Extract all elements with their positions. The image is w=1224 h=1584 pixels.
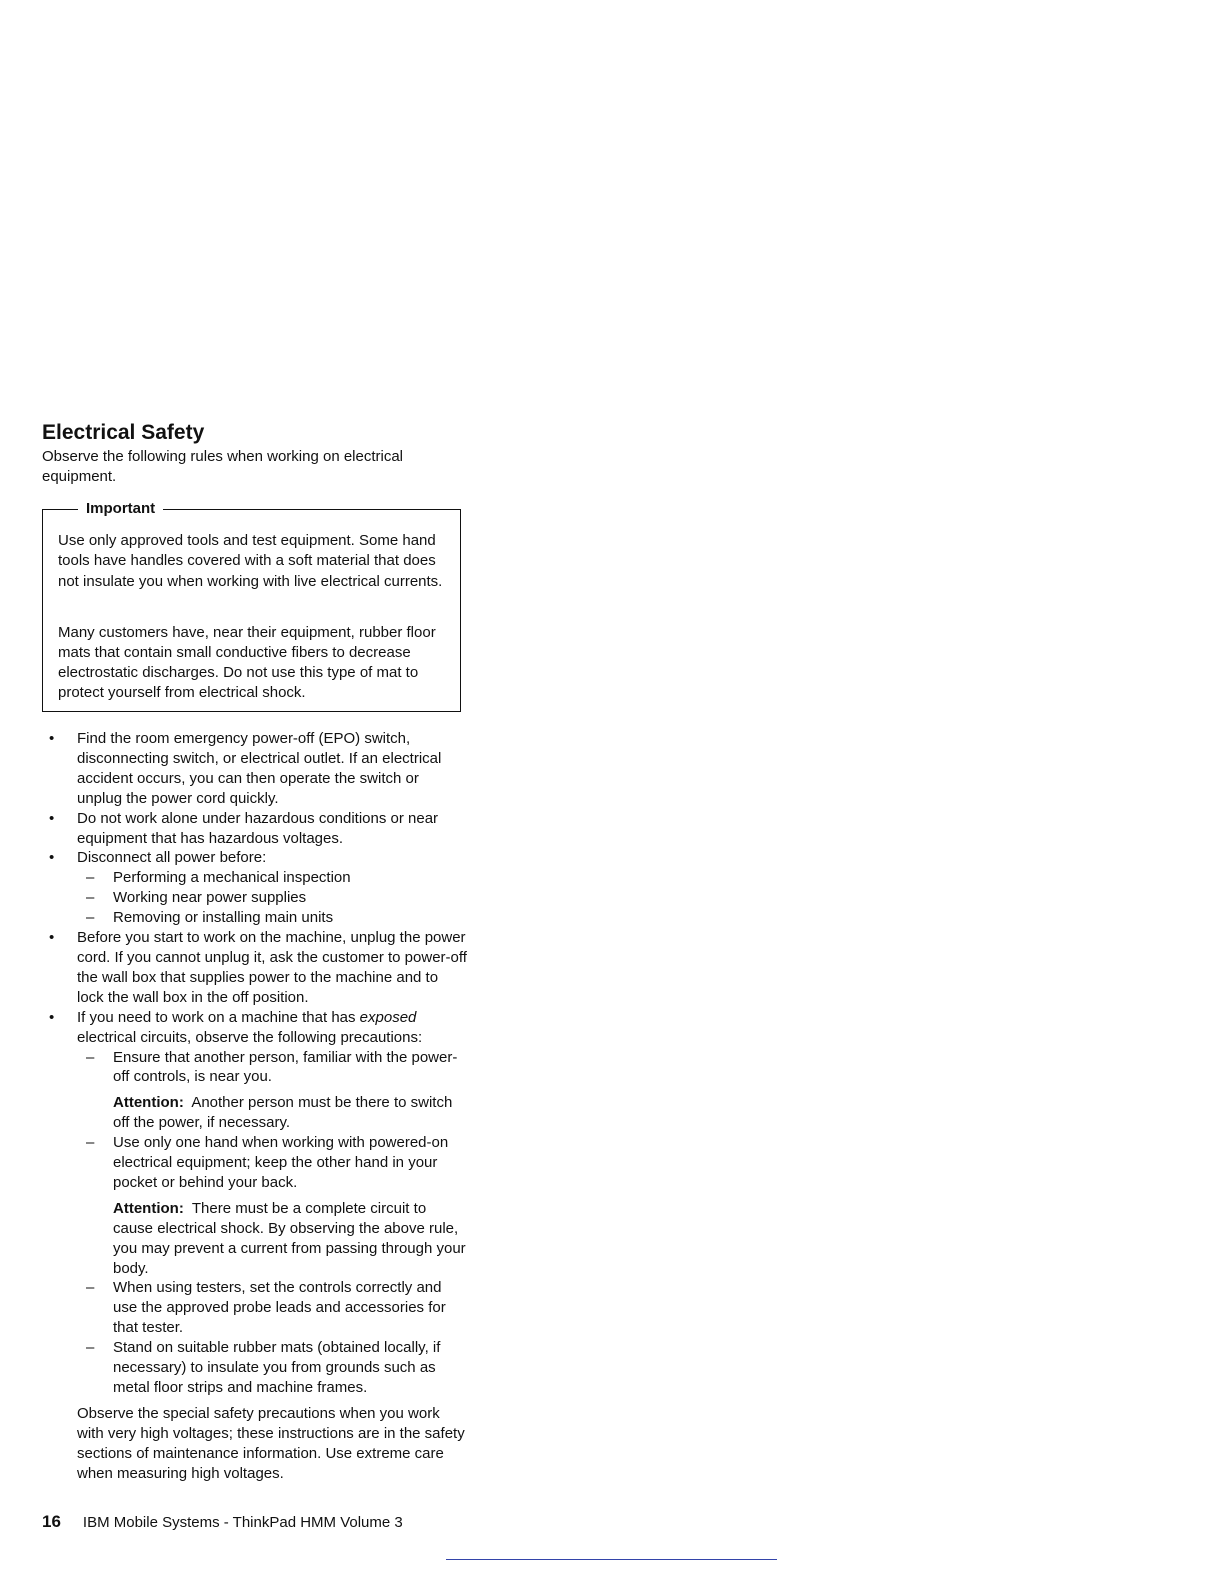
rule-text: Disconnect all power before: xyxy=(77,849,267,867)
dash-mark: – xyxy=(86,1048,95,1066)
sub-rule-text: Working near power supplies xyxy=(113,889,307,907)
sub-rule-text: Stand on suitable rubber mats (obtained locally, if necessary) to insulate you from grounds such as metal floor strips and machine frames. xyxy=(113,1339,441,1396)
sub-list-item xyxy=(42,1278,467,1338)
attention-label: Attention: xyxy=(113,1094,184,1112)
attention-note xyxy=(42,1199,467,1279)
bullet-mark: • xyxy=(49,809,55,827)
list-item xyxy=(42,848,467,868)
bullet-mark: • xyxy=(49,730,55,747)
attention-note xyxy=(42,1093,467,1133)
sub-rule-text: Use only one hand when working with powered-on electrical equipment; keep the other hand in your pocket or behind your back. xyxy=(113,1134,449,1191)
section-title: Electrical Safety xyxy=(42,421,205,444)
list-item xyxy=(42,729,467,809)
closing-paragraph: Observe the special safety precautions when you work with very high voltages; these instructions are in the safety sections of maintenance information. Use extreme care when measuring high voltages. xyxy=(77,1404,465,1482)
rule-text-pre: If you need to work on a machine that has xyxy=(77,1008,360,1026)
list-item xyxy=(42,809,467,849)
page-number: 16 xyxy=(42,1512,61,1531)
bullet-mark: • xyxy=(49,1008,55,1026)
sub-list-item xyxy=(42,1048,467,1088)
sub-rule-text: Removing or installing main units xyxy=(113,909,334,927)
attention-text: There must be a complete circuit to cause electrical shock. By observing the above rule, you may prevent a current from passing through your body. xyxy=(113,1199,466,1277)
important-label: Important xyxy=(78,499,163,519)
bullet-mark: • xyxy=(49,849,55,867)
rule-text: Before you start to work on the machine, unplug the power cord. If you cannot unplug it, ask the customer to power-off the wall box that supplies power to the machine and to lock the wall box in the off position. xyxy=(77,929,467,1006)
rule-text-emphasis: exposed xyxy=(359,1008,417,1026)
dash-mark: – xyxy=(86,909,95,927)
footer-text: IBM Mobile Systems - ThinkPad HMM Volume 3 xyxy=(82,1514,403,1531)
list-item xyxy=(42,1008,467,1048)
bottom-divider xyxy=(446,1559,777,1560)
dash-mark: – xyxy=(86,1279,95,1297)
intro-paragraph: Observe the following rules when working on electrical equipment. xyxy=(42,448,404,485)
sub-list-item xyxy=(42,868,467,888)
attention-text: Another person must be there to switch off the power, if necessary. xyxy=(113,1094,453,1132)
dash-mark: – xyxy=(86,889,95,907)
sub-list-item xyxy=(42,1338,467,1398)
safety-rules-list xyxy=(42,729,467,1484)
dash-mark: – xyxy=(86,869,95,887)
sub-rule-text: When using testers, set the controls correctly and use the approved probe leads and accessories for that tester. xyxy=(113,1279,446,1337)
rule-text: Do not work alone under hazardous conditions or near equipment that has hazardous voltages. xyxy=(77,809,439,847)
page-footer xyxy=(42,1512,403,1533)
bullet-mark: • xyxy=(49,929,55,947)
important-paragraph-2: Many customers have, near their equipment, rubber floor mats that contain small conductive fibers to decrease electrostatic discharges. Do not use this type of mat to protect yourself from electrical shock. xyxy=(58,624,436,701)
dash-mark: – xyxy=(86,1134,95,1152)
sub-list-item xyxy=(42,1133,467,1193)
important-paragraph-1: Use only approved tools and test equipment. Some hand tools have handles covered with a soft material that does not insulate you when working with live electrical currents. xyxy=(58,532,443,590)
rule-text: Find the room emergency power-off (EPO) switch, disconnecting switch, or electrical outlet. If an electrical accident occurs, you can then operate the switch or unplug the power cord quickly. xyxy=(77,730,442,807)
sub-list-item xyxy=(42,888,467,908)
attention-label: Attention: xyxy=(113,1199,184,1217)
sub-rule-text: Performing a mechanical inspection xyxy=(113,869,351,887)
rule-text-post: electrical circuits, observe the following precautions: xyxy=(77,1028,423,1046)
list-item xyxy=(42,928,467,1008)
sub-rule-text: Ensure that another person, familiar with the power-off controls, is near you. xyxy=(113,1048,458,1086)
dash-mark: – xyxy=(86,1339,95,1357)
sub-list-item xyxy=(42,908,467,928)
